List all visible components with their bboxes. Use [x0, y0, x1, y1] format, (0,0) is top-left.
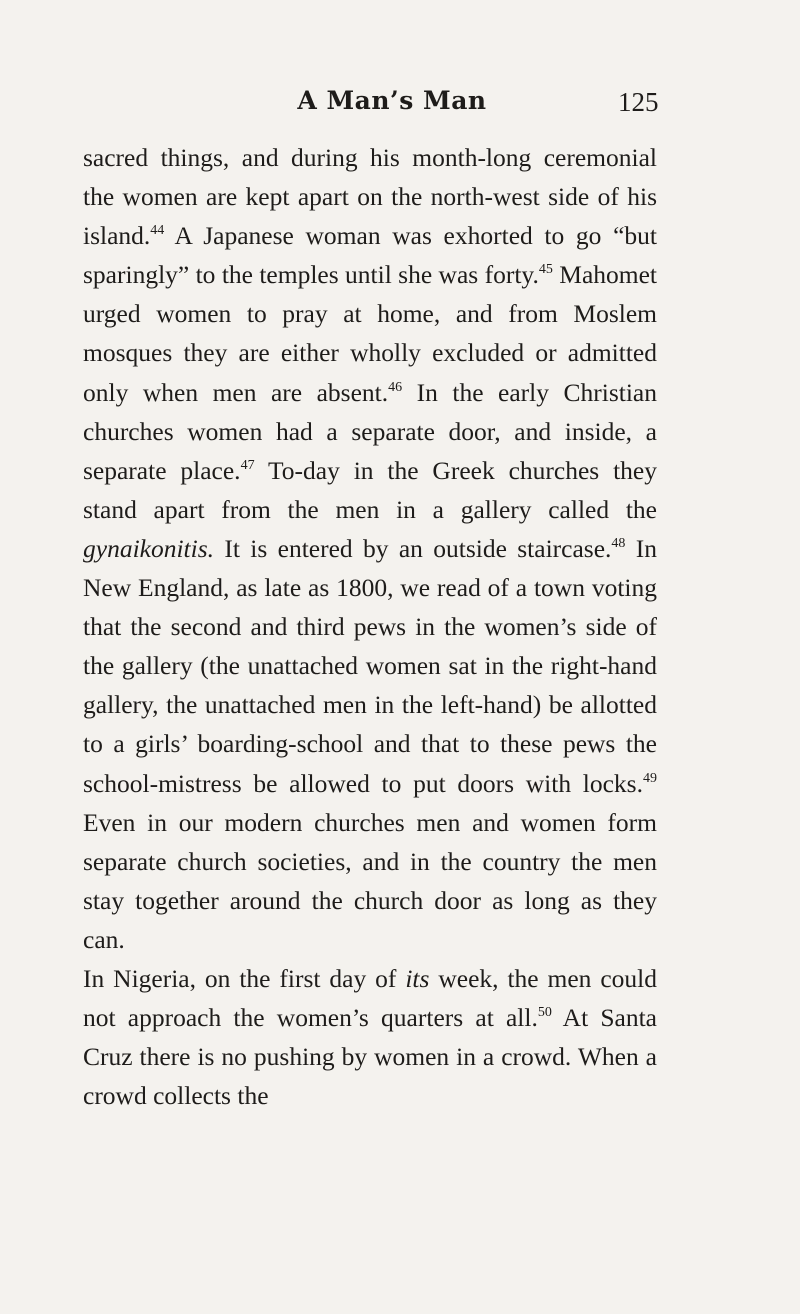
italic-term: gynaikonitis.: [83, 533, 215, 563]
footnote-marker-48: 48: [611, 535, 626, 551]
footnote-marker-50: 50: [537, 1005, 552, 1021]
text-run: It is entered by an outside staircase.: [214, 533, 612, 563]
footnote-marker-44: 44: [150, 223, 165, 239]
footnote-marker-45: 45: [538, 262, 553, 278]
footnote-marker-49: 49: [643, 770, 657, 786]
text-run: At Santa Cruz there is no pushing by women in a crowd. When a crowd collects the: [83, 1003, 658, 1111]
text-run: To-day in the Greek churches they stand apart from the men in a gallery called the: [83, 455, 657, 524]
text-run: A Japanese woman was exhorted to go “but sparingly” to the temples until she was forty.: [83, 221, 657, 290]
text-run: Even in our modern churches men and women form separate church societies, and in the country the men stay together around the church door as long as they can.: [83, 807, 657, 954]
footnote-marker-47: 47: [240, 457, 255, 473]
page-number: 125: [618, 87, 659, 117]
italic-word: its: [405, 963, 430, 993]
text-run: In Nigeria, on the first day of: [83, 963, 406, 993]
body-text: [83, 138, 657, 1115]
text-run: Mahomet urged women to pray at home, and from Moslem mosques they are either wholly excluded or admitted only when men are absent.: [83, 260, 658, 407]
paragraph-1: [83, 138, 657, 959]
text-run: In the early Christian churches women had a separate door, and inside, a separate place.: [83, 377, 658, 485]
paragraph-2: [83, 959, 657, 1115]
running-head: [0, 86, 800, 126]
text-run: sacred things, and during his month-long ceremonial the women are kept apart on the north-west side of his island.: [83, 143, 657, 251]
footnote-marker-46: 46: [388, 379, 403, 395]
text-run: In New England, as late as 1800, we read of a town voting that the second and third pews in the women’s side of the gallery (the unattached women sat in the right-hand gallery, the unattached men in the left-hand) be allotted to a girls’ boarding-school and that to these pews the school-mistress be allowed to put doors with locks.: [83, 533, 657, 798]
running-title: A Man’s Man: [297, 86, 487, 115]
text-run: week, the men could not approach the women’s quarters at all.: [83, 963, 657, 1033]
